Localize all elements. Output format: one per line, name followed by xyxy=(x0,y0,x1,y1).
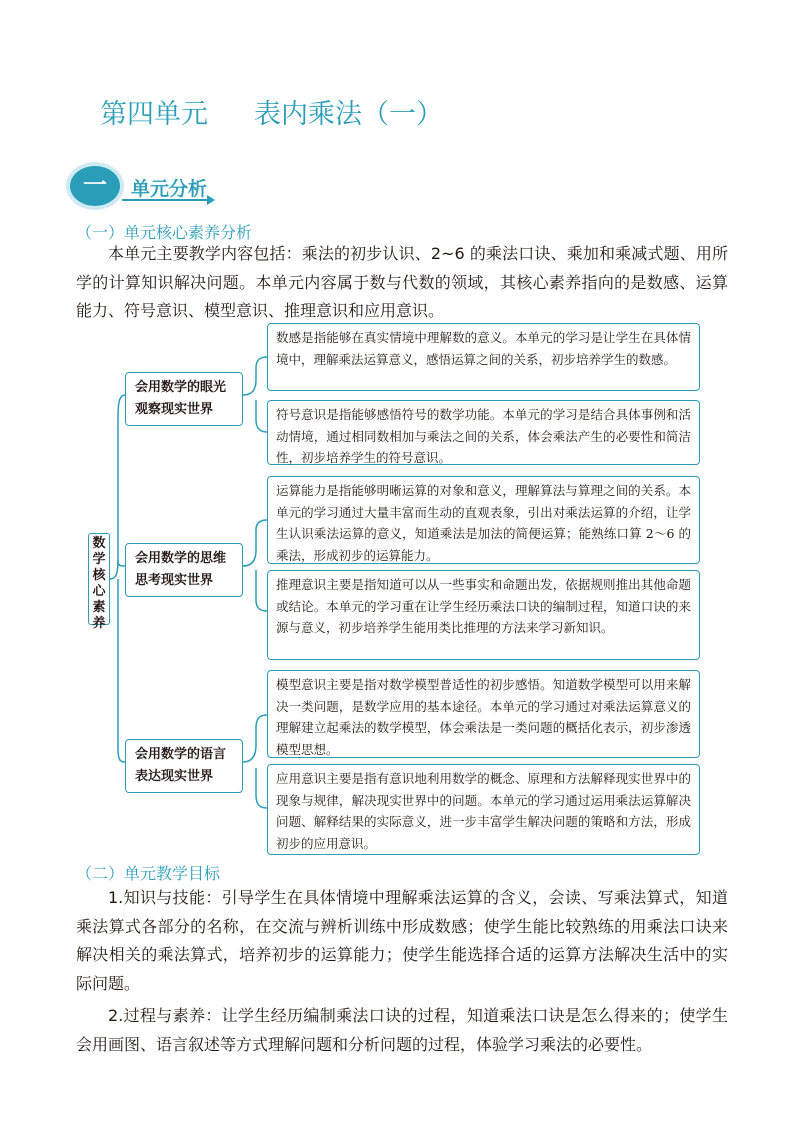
leaf-computation-ability: 运算能力是指能够明晰运算的对象和意义，理解算法与算理之间的关系。本单元的学习通过大量丰富而生动的直观表象，引出对乘法运算的介绍，让学生认识乘法运算的意义，知道乘法是加法的简便运算；能熟练口算 2～6 的乘法，形成初步的运算能力。 xyxy=(267,476,700,564)
leaf-reasoning-awareness: 推理意识主要是指知道可以从一些事实和命题出发，依据规则推出其他命题或结论。本单元的学习重在让学生经历乘法口诀的编制过程，知道口诀的来源与意义，初步培养学生能用类比推理的方法来学习新知识。 xyxy=(267,570,700,660)
branch-observe: 会用数学的眼光观察现实世界 xyxy=(125,372,243,426)
leaf-application-awareness: 应用意识主要是指有意识地利用数学的概念、原理和方法解释现实世界中的现象与规律，解决现实世界中的问题。本单元的学习通过运用乘法运算解决问题、解释结果的实际意义，进一步丰富学生解决问题的策略和方法，形成初步的应用意识。 xyxy=(267,764,700,855)
leaf-number-sense: 数感是指能够在真实情境中理解数的意义。本单元的学习是让学生在具体情境中，理解乘法运算意义，感悟运算之间的关系，初步培养学生的数感。 xyxy=(267,323,700,391)
leaf-symbol-awareness: 符号意识是指能够感悟符号的数学功能。本单元的学习是结合具体事例和活动情境，通过相同数相加与乘法之间的关系，体会乘法产生的必要性和简洁性，初步培养学生的符号意识。 xyxy=(267,400,700,465)
intro-paragraph xyxy=(76,240,728,326)
subsection-heading-2: （二）单元教学目标 xyxy=(76,864,221,883)
section-title: 单元分析 xyxy=(131,178,208,200)
goal-knowledge-skills: 1.知识与技能：引导学生在具体情境中理解乘法运算的含义，会读、写乘法算式，知道乘法算式各部分的名称，在交流与辨析训练中形成数感；使学生能比较熟练的用乘法口诀来解决相关的乘法算式，培养初步的运算能力；使学生能选择合适的运算方法解决生活中的实际问题。 xyxy=(76,888,728,993)
intro-text: 本单元主要教学内容包括：乘法的初步认识、2~6 的乘法口诀、乘加和乘减式题、用所学的计算知识解决问题。本单元内容属于数与代数的领域，其核心素养指向的是数感、运算能力、符号意识、模型意识、推理意识和应用意识。 xyxy=(76,244,728,320)
branch-express: 会用数学的语言表达现实世界 xyxy=(125,739,243,793)
goals-block xyxy=(76,884,728,1059)
section-number-badge: 一 xyxy=(70,166,120,206)
section-arrow-underline xyxy=(122,199,212,201)
mind-map-root: 数学核心素养 xyxy=(88,533,110,625)
unit-title xyxy=(100,92,443,131)
subsection-heading-1: （一）单元核心素养分析 xyxy=(76,223,253,242)
leaf-model-awareness: 模型意识主要是指对数学模型普适性的初步感悟。知道数学模型可以用来解决一类问题，是数学应用的基本途径。本单元的学习通过对乘法运算意义的理解建立起乘法的数学模型，体会乘法是一类问题的概括化表示，初步渗透模型思想。 xyxy=(267,670,700,758)
branch-think: 会用数学的思维思考现实世界 xyxy=(125,543,243,597)
goal-process-literacy: 2.过程与素养：让学生经历编制乘法口诀的过程，知道乘法口诀是怎么得来的；使学生会用画图、语言叙述等方式理解问题和分析问题的过程，体验学习乘法的必要性。 xyxy=(76,1006,728,1054)
unit-topic: 表内乘法（一） xyxy=(254,99,443,130)
unit-number: 第四单元 xyxy=(100,99,208,130)
